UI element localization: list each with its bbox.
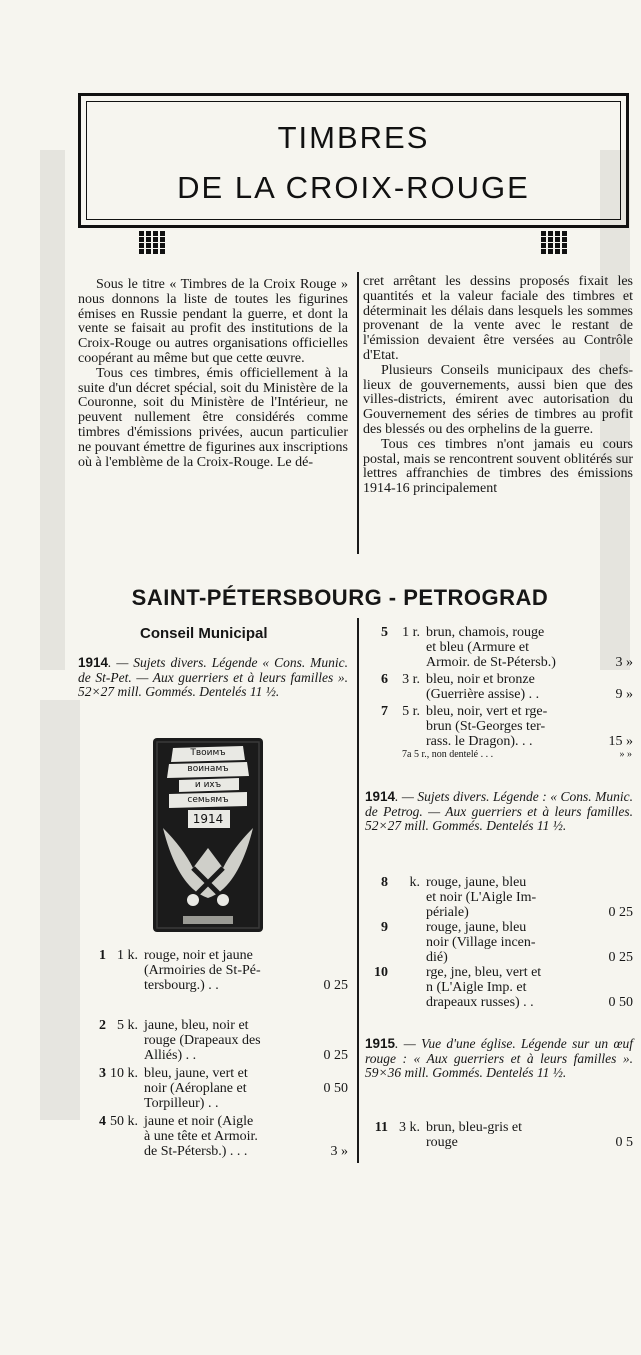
entry-description: drapeaux russes) . . [426,995,534,1010]
issue-description: . — Vue d'une église. Légende sur un œuf rouge : « Aux guerriers et à leurs familles ». 59×36 mill. Gommés. Dentelés 11 ½. [365,1036,633,1080]
entry-price: 9 » [615,687,633,702]
section-title: SAINT-PÉTERSBOURG - PETROGRAD [131,585,549,610]
entry-description: (Guerrière assise) . . [426,687,540,702]
entry-description: rouge (Drapeaux des [144,1033,261,1048]
entry-number: 9 [381,920,388,935]
intro-paragraph: cret arrêtant les dessins proposés fixait les quantités et la valeur faciale des timbres et déterminait les délais dans lesquels les sommes provenant de la vente avec le restant de l'émission devaient être versées au Contrôle d'Etat. [363,274,633,363]
issue-1914-lead [78,656,348,700]
issue-year: 1914 [365,789,396,804]
stamp-illustration [153,738,263,932]
issue-year: 1914 [78,655,109,670]
entry-description: rouge, jaune, bleu [426,875,527,890]
entry-description: bleu, noir et bronze [426,672,535,687]
entry-price: 0 50 [323,1081,348,1096]
entry-description: jaune, bleu, noir et [144,1018,249,1033]
entry-description: dié) [426,950,448,965]
entry-price: 0 25 [323,978,348,993]
entry-description: noir (Village incen- [426,935,536,950]
column-divider [357,272,359,554]
intro-right-column [363,275,633,497]
intro-paragraph: Plusieurs Conseils municipaux des chefs-lieux de gouvernements, aussi bien que des villes-districts, émirent avec autorisation du Gouvernement des séries de timbres au profit des blessés ou des orphelins de la guerre. [363,362,633,437]
variant-note: 7a 5 r., non dentelé . . . [402,749,494,760]
issue-year: 1915 [365,1036,396,1051]
entry-number: 5 [381,625,388,640]
stamp-banner-text: и ихъ [194,780,222,790]
entry-value: 10 k. [110,1066,138,1081]
intro-paragraph: Tous ces timbres, émis officiellement à la suite d'un décret spécial, soit du Ministère de la Couronne, soit du Ministère de l'Intérieur, ne peuvent nullement être considérés comme timbres d'émissions privées, aucun particulier ne pouvant émettre de figurines aux inscriptions où à l'emblème de la Croix-Rouge. Le dé- [78,365,348,470]
entry-value: 1 k. [117,948,138,963]
entry-number: 6 [381,672,388,687]
issue-1915-lead [365,1037,633,1081]
entry-description: Torpilleur) . . [144,1096,219,1111]
entry-description: brun (St-Georges ter- [426,719,546,734]
entry-price: 0 5 [615,1135,633,1150]
entry-description: périale) [426,905,469,920]
entry-price: 0 25 [608,950,633,965]
intro-left-column [78,278,348,470]
entry-price: 0 50 [608,995,633,1010]
entry-description: rouge, jaune, bleu [426,920,527,935]
entry-description: rass. le Dragon). . . [426,734,533,749]
entry-price: 3 » [330,1144,348,1159]
entry-number: 8 [381,875,388,890]
entry-number: 11 [374,1120,388,1135]
column-divider [357,618,359,1163]
entry-value: 5 k. [117,1018,138,1033]
entry-description: bleu, noir, vert et rge- [426,704,548,719]
entry-description: Armoir. de St-Pétersb.) [426,655,556,670]
issue-description: . — Sujets divers. Légende : « Cons. Munic. de Petrog. — Aux guerriers et à leurs familles. 52×27 mill. Gommés. Dentelés 11 ½. [365,789,633,833]
entry-description: n (L'Aigle Imp. et [426,980,527,995]
grid-ornament-icon [541,231,567,255]
intro-paragraph: Sous le titre « Timbres de la Croix Rouge » nous donnons la liste de toutes les figurines émises en Russie pendant la guerre, et dont la vente se faisait au profit des institutions de la Croix-Rouge ou autres organisations officielles coopérant au même but que cette œuvre. [78,277,348,366]
entry-description: rouge, noir et jaune [144,948,253,963]
entry-value: 3 r. [402,672,420,687]
entry-description: rge, jne, bleu, vert et [426,965,542,980]
issue-1914b-lead [365,790,633,834]
entry-description: Alliés) . . [144,1048,197,1063]
entry-value: 50 k. [110,1114,138,1129]
issue-description: . — Sujets divers. Légende « Cons. Munic. de St-Pet. — Aux guerriers et à leurs familles ». 52×27 mill. Gommés. Dentelés 11 ½. [78,655,348,699]
entry-description: brun, chamois, rouge [426,625,545,640]
entry-value: k. [409,875,420,890]
section-subtitle: Conseil Municipal [140,625,268,642]
entry-description: brun, bleu-gris et [426,1120,523,1135]
stamp-banner-text: Твоимъ [190,748,226,758]
entry-description: rouge [426,1135,458,1150]
entry-description: à une tête et Armoir. [144,1129,258,1144]
entry-number: 1 [99,948,106,963]
page-title-line1: TIMBRES [277,120,430,155]
entry-description: jaune et noir (Aigle [144,1114,254,1129]
entry-description: de St-Pétersb.) . . . [144,1144,248,1159]
entry-description: bleu, jaune, vert et [144,1066,248,1081]
entry-value: 1 r. [402,625,420,640]
entry-description: tersbourg.) . . [144,978,219,993]
entry-price: 15 » [608,734,633,749]
grid-ornament-icon [139,231,165,255]
entry-price: 0 25 [323,1048,348,1063]
intro-paragraph: Tous ces timbres n'ont jamais eu cours postal, mais se rencontrent souvent oblitérés sur lettres affranchies de timbres des émissions 1914-16 principalement [363,436,633,497]
stamp-year: 1914 [192,812,224,826]
variant-note-price: » » [619,749,632,760]
entry-description: et noir (L'Aigle Im- [426,890,537,905]
title-box [78,93,629,228]
entry-number: 3 [99,1066,106,1081]
stamp-banner-text: семьямъ [187,795,229,805]
entry-number: 4 [99,1114,106,1129]
entry-value: 3 k. [399,1120,420,1135]
entry-value: 5 r. [402,704,420,719]
entry-price: 0 25 [608,905,633,920]
stamp-banner-text: воинамъ [187,764,229,774]
entry-number: 7 [381,704,388,719]
entry-description: noir (Aéroplane et [144,1081,247,1096]
entry-description: (Armoiries de St-Pé- [144,963,261,978]
entry-number: 10 [374,965,388,980]
entry-number: 2 [99,1018,106,1033]
page-title-line2: DE LA CROIX-ROUGE [177,170,530,205]
entry-description: et bleu (Armure et [426,640,530,655]
entry-price: 3 » [615,655,633,670]
